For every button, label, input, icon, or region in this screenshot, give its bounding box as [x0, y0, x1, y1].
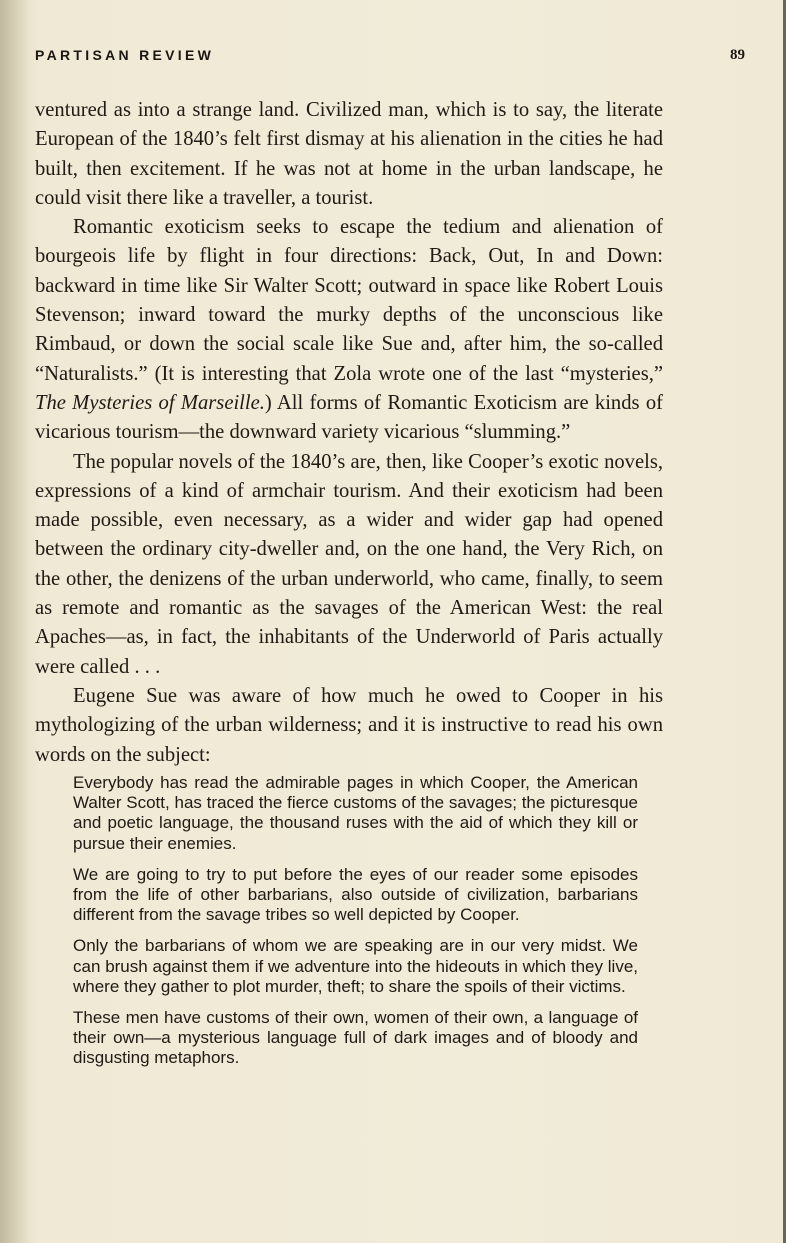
body-text — [35, 96, 663, 770]
paragraph-4 — [35, 682, 663, 770]
book-title-italic: The Mysteries of Marseille. — [35, 391, 265, 414]
paragraph-1 — [35, 96, 663, 213]
paragraph-2-text: Romantic exoticism seeks to escape the tedium and alienation of bourgeois life by flight in four directions: Back, Out, In and Down: backward in time like Sir Walter Scott; outward in space like Robert Louis Stevenson; inward toward the murky depths of the unconscious like Rimbaud, or down the social scale like Sue and, after him, the so-called “Naturalists.” (It is interesting that Zola wrote one of the last “mysteries,” — [35, 216, 663, 385]
running-head — [35, 47, 745, 71]
quote-paragraph-2: We are going to try to put before the eyes of our reader some episodes from the life of other barbarians, also outside of civilization, barbarians different from the savage tribes so well depicted by Cooper. — [73, 864, 638, 925]
paragraph-3-text: The popular novels of the 1840’s are, then, like Cooper’s exotic novels, expressions of a kind of armchair tourism. And their exoticism had been made possible, even necessary, as a wider and wider gap had opened between the ordinary city-dweller and, on the one hand, the Very Rich, on the other, the denizens of the urban underworld, who came, finally, to seem as remote and romantic as the savages of the American West: the real Apaches—as, in fact, the inhabitants of the Underworld of Paris actually were called . . . — [35, 450, 663, 678]
paragraph-1-text: ventured as into a strange land. Civilized man, which is to say, the literate European of the 1840’s felt first dismay at his alienation in the cities he had built, then excitement. If he was not at home in the urban landscape, he could visit there like a traveller, a tourist. — [35, 99, 663, 209]
paragraph-2 — [35, 213, 663, 447]
quote-paragraph-3: Only the barbarians of whom we are speaking are in our very midst. We can brush against them if we adventure into the hideouts in which they live, where they gather to plot murder, theft; to share the spoils of their victims. — [73, 936, 638, 996]
quote-paragraph-1: Everybody has read the admirable pages in which Cooper, the American Walter Scott, has traced the fierce customs of the savages; the picturesque and poetic language, the thousand ruses with the aid of which they kill or pursue their enemies. — [73, 773, 638, 853]
paragraph-2-text-after: ) All forms of Romantic Exoticism are kinds of vicarious tourism—the downward variety vicarious “slumming.” — [35, 391, 663, 444]
journal-title: PARTISAN REVIEW — [35, 47, 215, 63]
paragraph-4-text: Eugene Sue was aware of how much he owed to Cooper in his mythologizing of the urban wilderness; and it is instructive to read his own words on the subject: — [35, 684, 663, 766]
page-gutter-shadow — [0, 0, 30, 1243]
block-quotation — [73, 773, 638, 1080]
page-number: 89 — [730, 47, 745, 63]
paragraph-3 — [35, 448, 663, 682]
quote-paragraph-4: These men have customs of their own, women of their own, a language of their own—a mysterious language full of dark images and of bloody and disgusting metaphors. — [73, 1008, 638, 1068]
